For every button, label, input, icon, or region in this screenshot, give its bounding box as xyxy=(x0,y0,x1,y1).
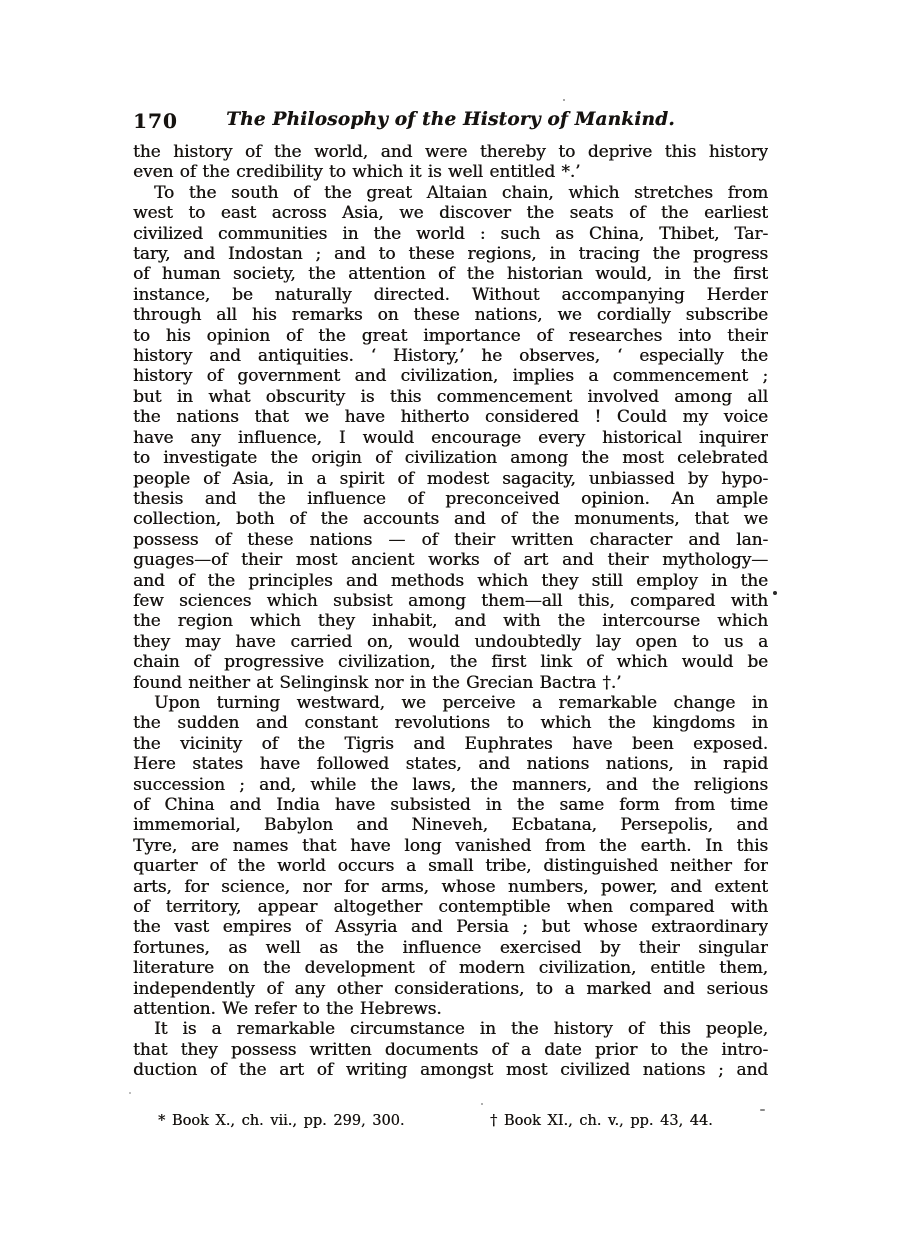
text-line: quarter of the world occurs a small tribe, distinguished neither for xyxy=(133,856,768,877)
text-line: people of Asia, in a spirit of modest sagacity, unbiassed by hypo- xyxy=(133,468,768,489)
text-line: to his opinion of the great importance of researches into their xyxy=(133,325,768,346)
text-line: guages—of their most ancient works of art and their mythology— xyxy=(133,550,768,571)
scan-speck xyxy=(773,591,777,595)
text-line: history and antiquities. ‘ History,’ he observes, ‘ especially the xyxy=(133,346,768,367)
text-line: Upon turning westward, we perceive a remarkable change in xyxy=(154,692,768,713)
text-line: that they possess written documents of a date prior to the intro- xyxy=(133,1039,768,1060)
text-line: possess of these nations — of their written character and lan- xyxy=(133,529,768,550)
text-line: to investigate the origin of civilization among the most celebrated xyxy=(133,448,768,469)
text-line: duction of the art of writing amongst most civilized nations ; and xyxy=(133,1060,768,1081)
text-line: Here states have followed states, and nations nations, in rapid xyxy=(133,754,768,775)
text-line: of human society, the attention of the historian would, in the first xyxy=(133,264,768,285)
text-line: west to east across Asia, we discover the seats of the earliest xyxy=(133,203,768,224)
text-line: have any influence, I would encourage every historical inquirer xyxy=(133,427,768,448)
text-line: civilized communities in the world : such as China, Thibet, Tar- xyxy=(133,223,768,244)
text-line: the vast empires of Assyria and Persia ; but whose extraordinary xyxy=(133,917,768,938)
text-line: the vicinity of the Tigris and Euphrates have been exposed. xyxy=(133,733,768,754)
text-line: the history of the world, and were thereby to deprive this history xyxy=(133,142,768,162)
text-line: of China and India have subsisted in the same form from time xyxy=(133,795,768,815)
text-line: found neither at Selinginsk nor in the Grecian Bactra †.’ xyxy=(133,672,622,693)
text-line: immemorial, Babylon and Nineveh, Ecbatana, Persepolis, and xyxy=(133,815,768,836)
text-line: thesis and the influence of preconceived opinion. An ample xyxy=(133,488,768,509)
text-line: fortunes, as well as the influence exercised by their singular xyxy=(133,937,768,958)
scan-speck xyxy=(563,99,565,101)
text-line: literature on the development of modern civilization, entitle them, xyxy=(133,958,768,979)
text-line: they may have carried on, would undoubtedly lay open to us a xyxy=(133,631,768,652)
text-line: instance, be naturally directed. Without accompanying Herder xyxy=(133,284,768,305)
text-line: To the south of the great Altaian chain, which stretches from xyxy=(154,182,768,203)
page-number: 170 xyxy=(133,109,178,133)
text-line: the nations that we have hitherto considered ! Could my voice xyxy=(133,407,768,428)
text-line: independently of any other considerations, to a marked and serious xyxy=(133,978,768,999)
footnote-asterisk: * Book X., ch. vii., pp. 299, 300. xyxy=(158,1113,405,1129)
scan-speck xyxy=(129,1092,131,1094)
body-text xyxy=(133,142,768,1081)
running-title: The Philosophy of the History of Mankind. xyxy=(226,109,675,130)
text-line: even of the credibility to which it is well entitled *.’ xyxy=(133,162,581,183)
text-line: chain of progressive civilization, the first link of which would be xyxy=(133,652,768,673)
text-line: of territory, appear altogether contemptible when compared with xyxy=(133,897,768,918)
footnote-dagger: † Book XI., ch. v., pp. 43, 44. xyxy=(490,1113,713,1129)
text-line: tary, and Indostan ; and to these regions, in tracing the progress xyxy=(133,244,768,265)
text-line: It is a remarkable circumstance in the history of this people, xyxy=(154,1019,768,1040)
text-line: and of the principles and methods which they still employ in the xyxy=(133,570,768,591)
text-line: but in what obscurity is this commencement involved among all xyxy=(133,386,768,407)
text-line: arts, for science, nor for arms, whose numbers, power, and extent xyxy=(133,876,768,897)
scan-speck xyxy=(760,1109,765,1111)
text-line: the sudden and constant revolutions to which the kingdoms in xyxy=(133,713,768,734)
text-line: attention. We refer to the Hebrews. xyxy=(133,999,442,1020)
text-line: Tyre, are names that have long vanished from the earth. In this xyxy=(133,835,768,856)
footnotes xyxy=(133,1113,768,1135)
text-line: few sciences which subsist among them—all this, compared with xyxy=(133,590,768,611)
text-line: collection, both of the accounts and of the monuments, that we xyxy=(133,509,768,530)
scan-speck xyxy=(481,1103,483,1105)
text-line: history of government and civilization, implies a commencement ; xyxy=(133,366,768,387)
running-head xyxy=(133,109,768,135)
text-line: the region which they inhabit, and with the intercourse which xyxy=(133,611,768,632)
text-line: succession ; and, while the laws, the manners, and the religions xyxy=(133,774,768,795)
text-line: through all his remarks on these nations, we cordially subscribe xyxy=(133,305,768,326)
